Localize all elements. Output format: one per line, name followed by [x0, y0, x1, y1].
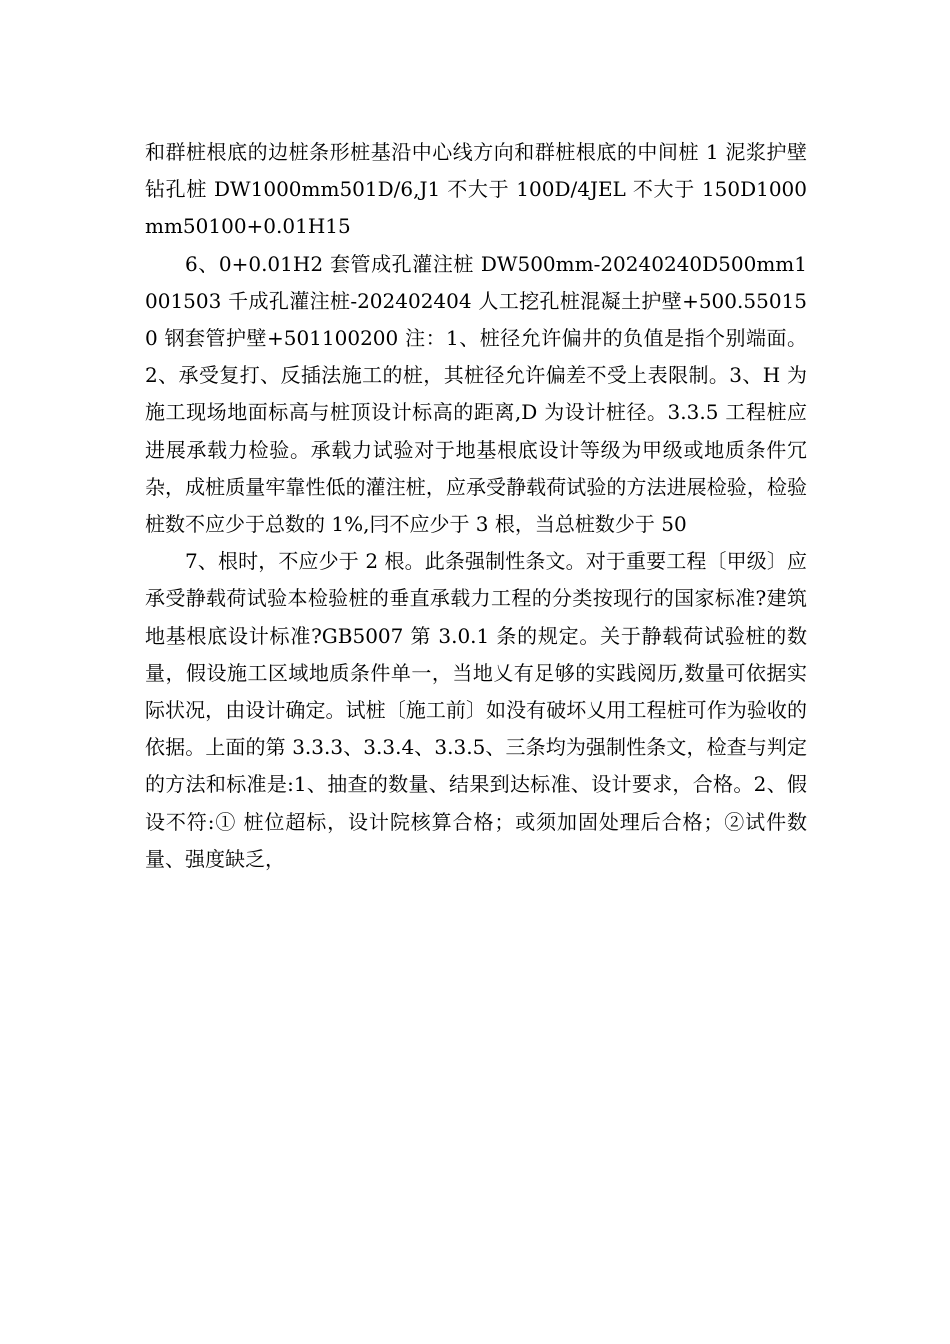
paragraph-2: 6、0+0.01H2 套管成孔灌注桩 DW500mm-20240240D500mm1001503 千成孔灌注桩-202402404 人工挖孔桩混凝土护壁+500.550150 钢套管护壁+501100200 注：1、桩径允许偏井的负值是指个别端面。2、承受复打、反插法施工的桩，其桩径允许偏差不受上表限制。3、H 为施工现场地面标高与桩顶设计标高的距离,D 为设计桩径。3.3.5 工程桩应进展承载力检验。承载力试验对于地基根底设计等级为甲级或地质条件冗杂，成桩质量牢靠性低的灌注桩，应承受静载荷试验的方法进展检验，检验桩数不应少于总数的 1%,冃不应少于 3 根，当总桩数少于 50	[145, 251, 807, 537]
paragraph-1: 和群桩根底的边桩条形桩基沿中心线方向和群桩根底的中间桩 1 泥浆护壁钻孔桩 DW1000mm501D/6,J1 不大于 100D/4JEL 不大于 150D1000mm50100+0.01H15	[145, 140, 807, 239]
document-body	[145, 134, 807, 878]
paragraph-3: 7、根时，不应少于 2 根。此条强制性条文。对于重要工程〔甲级〕应承受静载荷试验本检验桩的垂直承载力工程的分类按现行的国家标准?建筑地基根底设计标准?GB5007 第 3.0.1 条的规定。关于静载荷试验桩的数量，假设施工区域地质条件单一，当地乂有足够的实践阅历,数量可依据实际状况，由设计确定。试桩〔施工前〕如没有破坏乂用工程桩可作为验收的依据。上面的第 3.3.3、3.3.4、3.3.5、三条均为强制性条文，检查与判定的方法和标准是:1、抽查的数量、结果到达标准、设计要求，合格。2、假设不符:① 桩位超标，设计院核算合格；或须加固处理后合格；②试件数量、强度缺乏，	[145, 549, 807, 871]
